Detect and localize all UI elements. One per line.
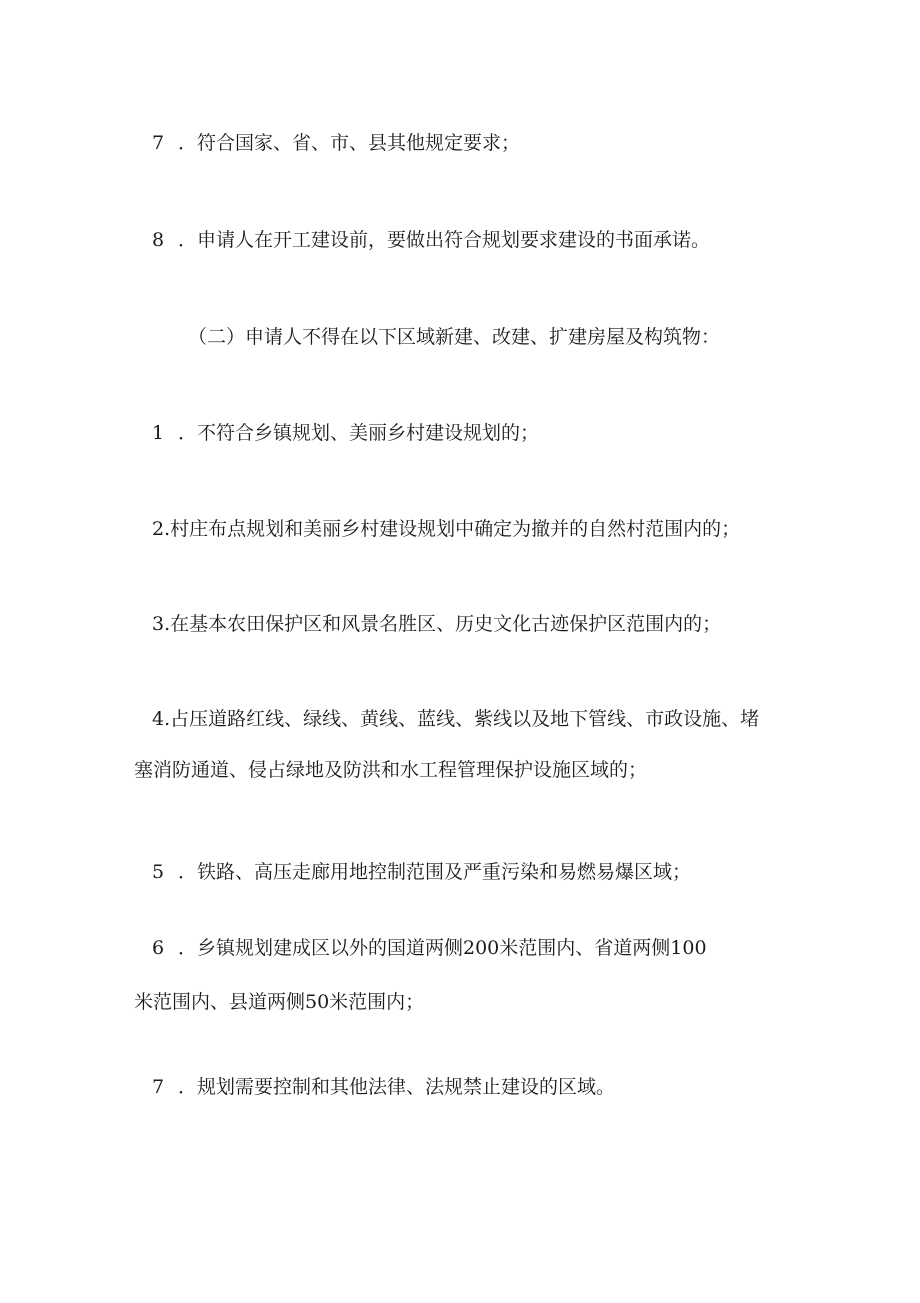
item-number: 7 [152,132,165,154]
item-6-roadside [152,936,707,960]
item-4-redlines [152,707,759,731]
item-4-continuation [134,758,647,782]
item-text: ．申请人在开工建设前，要做出符合规划要求建设的书面承诺。 [178,229,711,251]
item-number: 7 [152,1076,165,1098]
item-number: 1 [152,422,165,444]
item-text: .村庄布点规划和美丽乡村建设规划中确定为撤并的自然村范围内的； [164,518,741,540]
item-5-railway [152,860,691,884]
item-7-prohibited [152,1075,615,1099]
item-2-villages [152,517,740,541]
item-text: ．不符合乡镇规划、美丽乡村建设规划的； [178,422,540,444]
item-text: 米范围内、县道两侧50米范围内； [134,991,425,1013]
item-number: 6 [152,937,165,959]
item-number: 3 [152,613,165,635]
item-text: ．规划需要控制和其他法律、法规禁止建设的区域。 [178,1076,616,1098]
item-number: 8 [152,229,165,251]
item-number: 5 [152,861,165,883]
item-text: ．符合国家、省、市、县其他规定要求； [178,132,521,154]
item-1-planning [152,421,539,445]
section-heading-2 [188,325,720,349]
item-3-protected-areas [152,612,721,636]
item-text: ．铁路、高压走廊用地控制范围及严重污染和易燃易爆区域； [178,861,692,883]
item-text: ．乡镇规划建成区以外的国道两侧200米范围内、省道两侧100 [178,937,707,959]
section-heading-text: （二）申请人不得在以下区域新建、改建、扩建房屋及构筑物： [188,326,721,348]
item-number: 2 [152,518,165,540]
item-number: 4 [152,708,165,730]
item-text: .在基本农田保护区和风景名胜区、历史文化古迹保护区范围内的； [164,613,722,635]
item-7-requirements [152,131,520,155]
item-8-commitment [152,228,710,252]
item-text: .占压道路红线、绿线、黄线、蓝线、紫线以及地下管线、市政设施、堵 [164,708,760,730]
item-text: 塞消防通道、侵占绿地及防洪和水工程管理保护设施区域的； [134,759,648,781]
item-6-continuation [134,990,424,1014]
